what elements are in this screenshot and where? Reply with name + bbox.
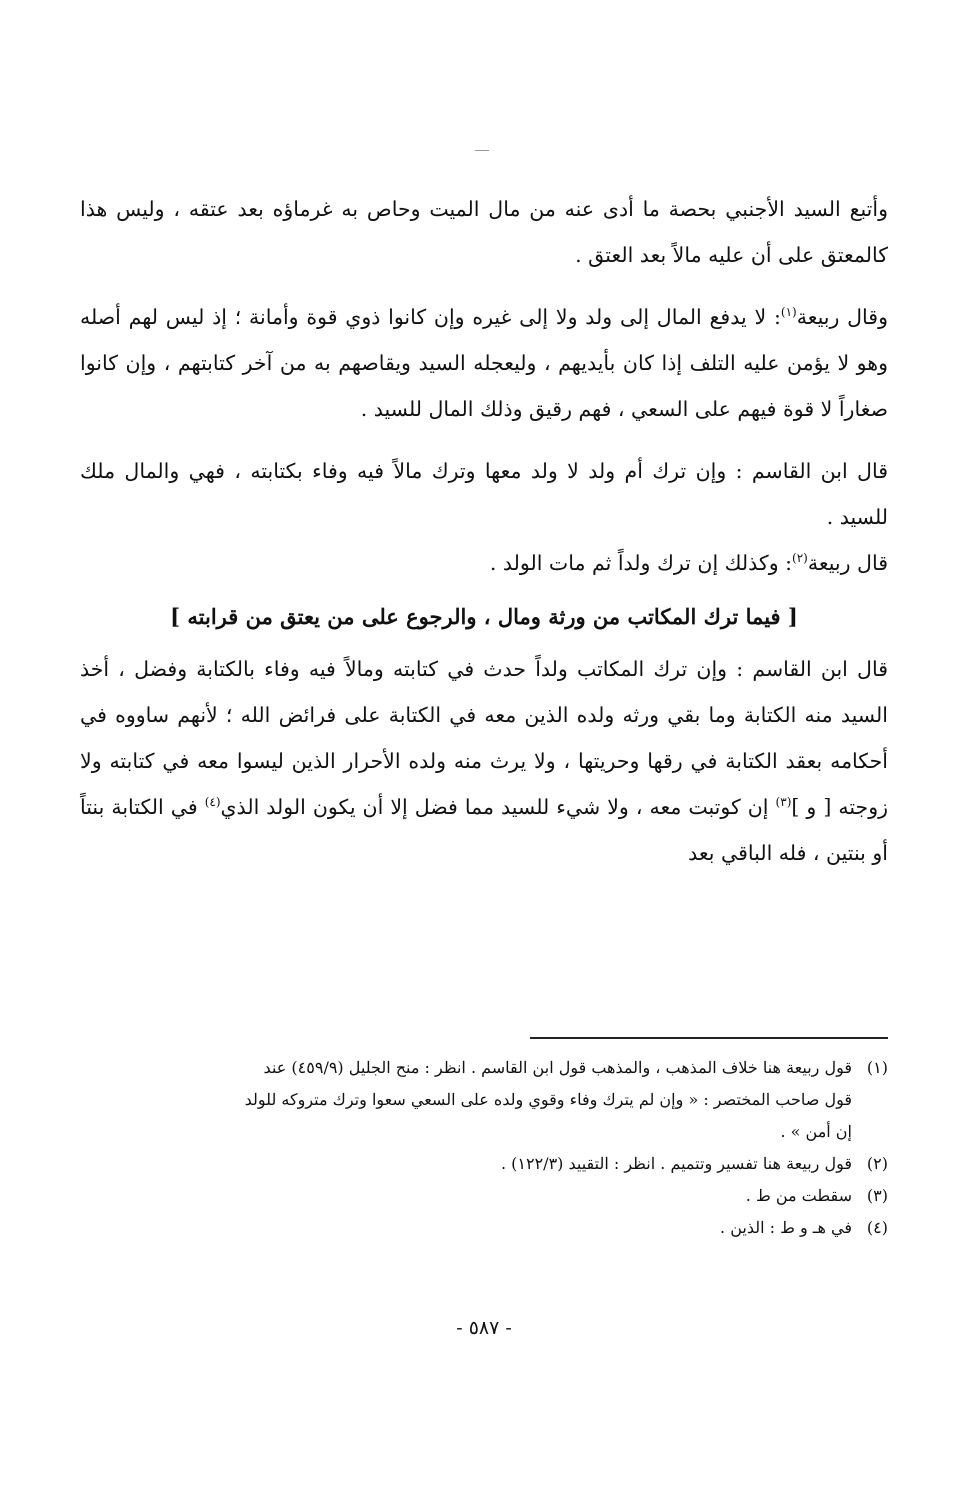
paragraph-2-start: وقال ربيعة — [796, 305, 889, 329]
section-heading: [ فيما ترك المكاتب من ورثة ومال ، والرجوع على من يعتق من قرابته ] — [170, 604, 798, 629]
footnote-1-line-1: قول ربيعة هنا خلاف المذهب ، والمذهب قول ابن القاسم . انظر : منح الجليل (٤٥٩/٩) عند — [263, 1058, 852, 1077]
footnote-ref-3: (٣) — [775, 795, 792, 810]
paragraph-4 — [80, 540, 888, 586]
paragraph-1-line-1: وأتبع السيد الأجنبي بحصة ما أدى عنه من مال الميت وحاص به غرماؤه بعد عتقه ، — [173, 197, 888, 221]
footnotes — [80, 1052, 888, 1244]
paragraph-2-rest: : لا يدفع المال إلى ولد ولا إلى غيره وإن كانوا ذوي قوة وأمانة ؛ إذ ليس لهم أصله وهو لا يؤمن عليه التلف إذا كان بأيديهم ، وليعجله السيد ويقاصهم به من آخر كتابتهم ، وإن كانوا صغاراً لا قوة فيهم على السعي ، فهم رقيق وذلك المال للسيد . — [80, 305, 888, 421]
footnote-4-number: (٤) — [866, 1218, 888, 1237]
footnote-4 — [80, 1212, 888, 1244]
paragraph-5-end: في الكتابة بنتاً أو بنتين ، فله الباقي بعد — [80, 795, 888, 865]
footnote-ref-4: (٤) — [204, 795, 221, 810]
paragraph-5-middle: إن كوتبت معه ، ولا شيء للسيد مما فضل إلا أن يكون الولد الذي — [220, 795, 776, 819]
footnote-2 — [80, 1148, 888, 1180]
paragraph-5 — [80, 646, 888, 876]
footnote-1-end: إن أمن » . — [780, 1122, 852, 1141]
footnote-ref-2: (٢) — [792, 551, 808, 566]
main-text — [80, 186, 888, 876]
footnote-4-text: في هـ و ط : الذين . — [720, 1218, 852, 1237]
footnote-1 — [80, 1052, 888, 1084]
footnote-2-text: قول ربيعة هنا تفسير وتتميم . انظر : التقييد (١٢٢/٣) . — [500, 1154, 852, 1173]
document-page — [80, 0, 888, 1494]
footnote-3-number: (٣) — [866, 1186, 888, 1205]
paragraph-4-start: قال ربيعة — [807, 551, 888, 575]
footnote-3 — [80, 1180, 888, 1212]
footnote-separator — [530, 1037, 888, 1039]
paragraph-2 — [80, 294, 888, 432]
footnote-1-number: (١) — [866, 1058, 888, 1077]
paragraph-4-rest: : وكذلك إن ترك ولداً ثم مات الولد . — [489, 551, 793, 575]
paragraph-3: قال ابن القاسم : وإن ترك أم ولد لا ولد معها وترك مالاً فيه وفاء بكتابته ، فهي والمال ملك للسيد . — [80, 459, 888, 529]
footnote-2-number: (٢) — [866, 1154, 888, 1173]
page-number: - ٥٨٧ - — [456, 1317, 512, 1339]
paragraph-5-start: قال ابن القاسم : وإن ترك المكاتب ولداً حدث في كتابته ومالاً فيه وفاء بالكتابة وفضل ، أخذ السيد منه الكتابة وما بقي ورثه ولده الذين معه في الكتابة على فرائض الله ؛ لأنهم ساووه في أحكامه بعقد الكتابة في رقها وحريتها ، ولا يرث منه ولده الأحرار الذين ليسوا معه في كتابته ولا زوجته [ و ] — [80, 657, 889, 819]
footnote-1-continuation: قول صاحب المختصر : « وإن لم يترك وفاء وقوي ولده على السعي سعوا وترك متروكه للولد — [244, 1090, 852, 1109]
paragraph-1 — [80, 186, 888, 278]
footnote-3-text: سقطت من ط . — [745, 1186, 852, 1205]
footnote-ref-1: (١) — [780, 305, 797, 320]
paragraph-1-line-2: وليس هذا كالمعتق على أن عليه مالاً بعد العتق . — [80, 197, 888, 267]
top-mark — [475, 150, 489, 151]
